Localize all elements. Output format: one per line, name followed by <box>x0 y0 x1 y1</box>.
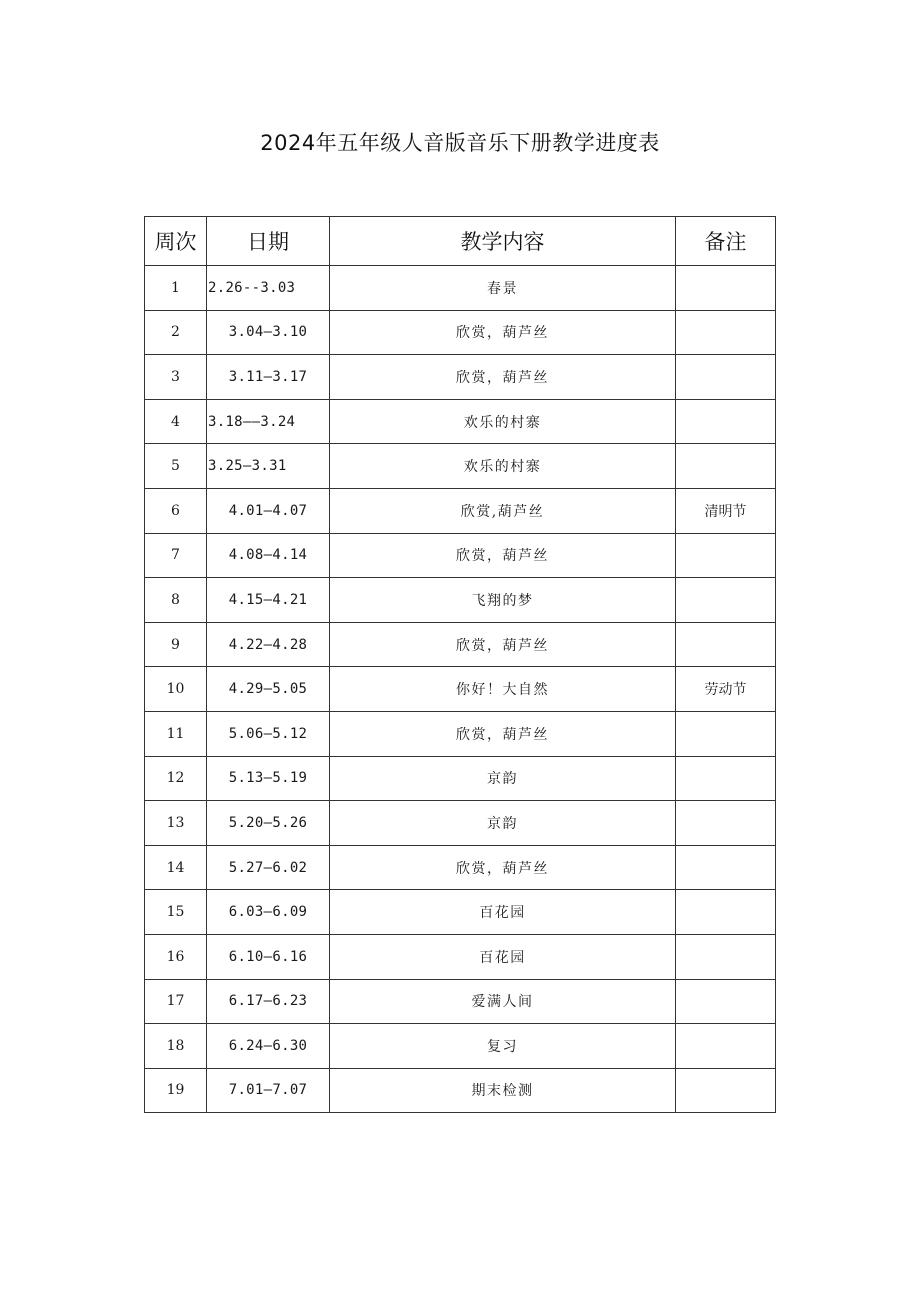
content-cell: 欣赏,葫芦丝 <box>330 488 676 533</box>
week-cell: 2 <box>145 310 207 355</box>
week-cell: 10 <box>145 667 207 712</box>
date-cell: 2.26--3.03 <box>207 266 330 311</box>
week-cell: 9 <box>145 622 207 667</box>
table-row <box>145 890 776 935</box>
table-row <box>145 667 776 712</box>
date-cell: 4.29—5.05 <box>207 667 330 712</box>
content-cell: 春景 <box>330 266 676 311</box>
header-row <box>145 217 776 266</box>
table-row <box>145 756 776 801</box>
week-cell: 3 <box>145 355 207 400</box>
note-cell <box>676 533 776 578</box>
content-cell: 飞翔的梦 <box>330 578 676 623</box>
content-cell: 欣赏，葫芦丝 <box>330 355 676 400</box>
week-cell: 11 <box>145 711 207 756</box>
header-week: 周次 <box>145 217 207 266</box>
week-cell: 8 <box>145 578 207 623</box>
header-content: 教学内容 <box>330 217 676 266</box>
date-cell: 5.13—5.19 <box>207 756 330 801</box>
date-cell: 5.27—6.02 <box>207 845 330 890</box>
note-cell <box>676 266 776 311</box>
date-cell: 6.03—6.09 <box>207 890 330 935</box>
content-cell: 复习 <box>330 1024 676 1069</box>
content-cell: 欣赏，葫芦丝 <box>330 622 676 667</box>
date-cell: 3.11—3.17 <box>207 355 330 400</box>
table-row <box>145 310 776 355</box>
note-cell <box>676 1024 776 1069</box>
date-cell: 7.01—7.07 <box>207 1068 330 1113</box>
content-cell: 欣赏，葫芦丝 <box>330 533 676 578</box>
week-cell: 6 <box>145 488 207 533</box>
week-cell: 17 <box>145 979 207 1024</box>
content-cell: 京韵 <box>330 756 676 801</box>
table-row <box>145 801 776 846</box>
week-cell: 1 <box>145 266 207 311</box>
date-cell: 6.24—6.30 <box>207 1024 330 1069</box>
table-body <box>145 266 776 1113</box>
content-cell: 爱满人间 <box>330 979 676 1024</box>
week-cell: 15 <box>145 890 207 935</box>
date-cell: 4.15—4.21 <box>207 578 330 623</box>
content-cell: 欣赏，葫芦丝 <box>330 310 676 355</box>
table-row <box>145 399 776 444</box>
week-cell: 4 <box>145 399 207 444</box>
table-row <box>145 622 776 667</box>
week-cell: 18 <box>145 1024 207 1069</box>
week-cell: 19 <box>145 1068 207 1113</box>
date-cell: 4.01—4.07 <box>207 488 330 533</box>
table-row <box>145 934 776 979</box>
date-cell: 5.20—5.26 <box>207 801 330 846</box>
note-cell <box>676 1068 776 1113</box>
note-cell: 清明节 <box>676 488 776 533</box>
note-cell: 劳动节 <box>676 667 776 712</box>
note-cell <box>676 934 776 979</box>
content-cell: 京韵 <box>330 801 676 846</box>
week-cell: 5 <box>145 444 207 489</box>
week-cell: 16 <box>145 934 207 979</box>
table-row <box>145 355 776 400</box>
content-cell: 百花园 <box>330 934 676 979</box>
date-cell: 3.04—3.10 <box>207 310 330 355</box>
table-row <box>145 979 776 1024</box>
table-row <box>145 1068 776 1113</box>
document-title: 2024年五年级人音版音乐下册教学进度表 <box>260 131 660 155</box>
note-cell <box>676 801 776 846</box>
date-cell: 3.25—3.31 <box>207 444 330 489</box>
note-cell <box>676 622 776 667</box>
content-cell: 欣赏，葫芦丝 <box>330 711 676 756</box>
schedule-table <box>144 216 776 1113</box>
header-date: 日期 <box>207 217 330 266</box>
note-cell <box>676 355 776 400</box>
content-cell: 欢乐的村寨 <box>330 399 676 444</box>
date-cell: 5.06—5.12 <box>207 711 330 756</box>
table-row <box>145 845 776 890</box>
table-row <box>145 533 776 578</box>
content-cell: 期末检测 <box>330 1068 676 1113</box>
date-cell: 4.22—4.28 <box>207 622 330 667</box>
content-cell: 欢乐的村寨 <box>330 444 676 489</box>
table-row <box>145 488 776 533</box>
week-cell: 13 <box>145 801 207 846</box>
table-row <box>145 711 776 756</box>
content-cell: 欣赏，葫芦丝 <box>330 845 676 890</box>
note-cell <box>676 444 776 489</box>
note-cell <box>676 756 776 801</box>
table-row <box>145 266 776 311</box>
week-cell: 12 <box>145 756 207 801</box>
note-cell <box>676 399 776 444</box>
note-cell <box>676 711 776 756</box>
content-cell: 你好！大自然 <box>330 667 676 712</box>
date-cell: 6.10—6.16 <box>207 934 330 979</box>
note-cell <box>676 979 776 1024</box>
table-row <box>145 444 776 489</box>
note-cell <box>676 890 776 935</box>
date-cell: 6.17—6.23 <box>207 979 330 1024</box>
note-cell <box>676 845 776 890</box>
week-cell: 14 <box>145 845 207 890</box>
content-cell: 百花园 <box>330 890 676 935</box>
table-row <box>145 1024 776 1069</box>
table-row <box>145 578 776 623</box>
date-cell: 4.08—4.14 <box>207 533 330 578</box>
date-cell: 3.18——3.24 <box>207 399 330 444</box>
note-cell <box>676 578 776 623</box>
header-note: 备注 <box>676 217 776 266</box>
note-cell <box>676 310 776 355</box>
week-cell: 7 <box>145 533 207 578</box>
